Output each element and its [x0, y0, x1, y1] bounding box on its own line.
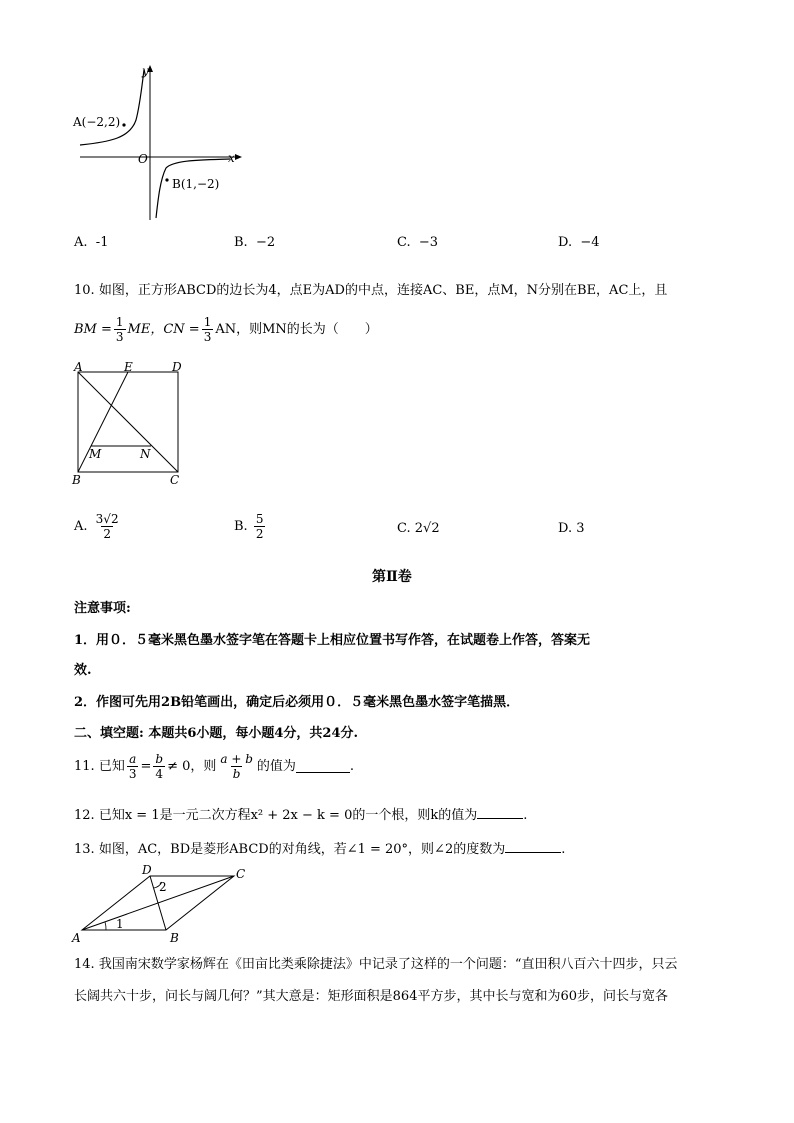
label-b: B: [72, 473, 81, 487]
q9-option-b: B. −2: [234, 235, 276, 250]
square-figure: [70, 360, 190, 488]
rhombus-figure: [70, 860, 260, 946]
label-c: C: [170, 473, 180, 487]
q12: 12. 已知x = 1是一元二次方程x² + 2x − k = 0的一个根，则k的值为 .: [74, 808, 528, 823]
point-b-label: B(1,−2): [172, 177, 220, 191]
q11-answer-blank[interactable]: [296, 760, 350, 773]
notes-item1-line2: 效.: [74, 663, 92, 678]
q9-option-c: C. −3: [397, 235, 439, 250]
notes-item2: 2．作图可先用2B铅笔画出，确定后必须用０．５毫米黑色墨水签字笔描黑．: [74, 695, 520, 710]
q12-answer-blank[interactable]: [477, 806, 523, 819]
q10-option-d: D. 3: [558, 521, 585, 536]
point-a-label: A(−2,2): [73, 115, 121, 129]
point-a-dot: [122, 123, 125, 126]
y-axis-label: y: [142, 64, 149, 78]
notes-heading: 注意事项:: [74, 601, 131, 616]
label-a: A: [72, 931, 81, 945]
label-a: A: [74, 360, 83, 374]
point-b-dot: [165, 178, 168, 181]
q14-line2: 长阔共六十步，问长与阔几何？”其大意是：矩形面积是864平方步，其中长与宽和为60步，问长与宽各: [74, 989, 669, 1004]
notes-item1-line1: 1．用０．５毫米黑色墨水签字笔在答题卡上相应位置书写作答，在试题卷上作答，答案无: [74, 633, 591, 648]
q9-option-a: A. -1: [74, 235, 109, 250]
q10-line2: BM = $\frac{1}{3}$ ME，CN = $\frac{1}{3}$ AN，则MN的长为（ ）: [74, 315, 378, 344]
hyperbola-graph: [70, 60, 250, 225]
q14-line1: 14. 我国南宋数学家杨辉在《田亩比类乘除捷法》中记录了这样的一个问题：“直田积八百六十四步，只云: [74, 957, 678, 972]
q10-option-b: B. $\frac{5}{2}$: [234, 512, 264, 541]
q10-option-a: A. $\frac{3√2}{2}$: [74, 512, 119, 541]
q9-option-d: D. −4: [558, 235, 600, 250]
label-c: C: [236, 867, 246, 881]
section-title: 第Ⅱ卷: [372, 569, 412, 585]
q13-answer-blank[interactable]: [505, 840, 561, 853]
q10-option-c: C. 2√2: [397, 521, 440, 536]
label-e: E: [124, 360, 133, 374]
label-n: N: [140, 447, 151, 461]
angle-1-label: 1: [116, 917, 124, 931]
part-two-heading: 二、填空题: 本题共6小题，每小题4分，共24分.: [74, 726, 359, 741]
x-axis-label: x: [228, 151, 235, 165]
x-axis-arrow: [235, 154, 242, 160]
q11: 11. 已知 $\frac{a}{3}$ = $\frac{b}{4}$ ≠ 0，则 $\frac{a + b}{b}$ 的值为 .: [74, 752, 355, 781]
label-b: B: [170, 931, 179, 945]
angle-2-label: 2: [159, 880, 167, 894]
label-m: M: [89, 447, 102, 461]
origin-label: O: [138, 152, 148, 166]
label-d: D: [172, 360, 182, 374]
q10-line1: 10. 如图，正方形ABCD的边长为4，点E为AD的中点，连接AC、BE，点M，N分别在BE，AC上，且: [74, 283, 668, 298]
hyperbola-branch-left: [80, 70, 144, 145]
label-d: D: [142, 863, 152, 877]
segment-be: [78, 372, 128, 472]
q13: 13. 如图，AC，BD是菱形ABCD的对角线，若∠1 = 20°，则∠2的度数为 .: [74, 842, 566, 857]
